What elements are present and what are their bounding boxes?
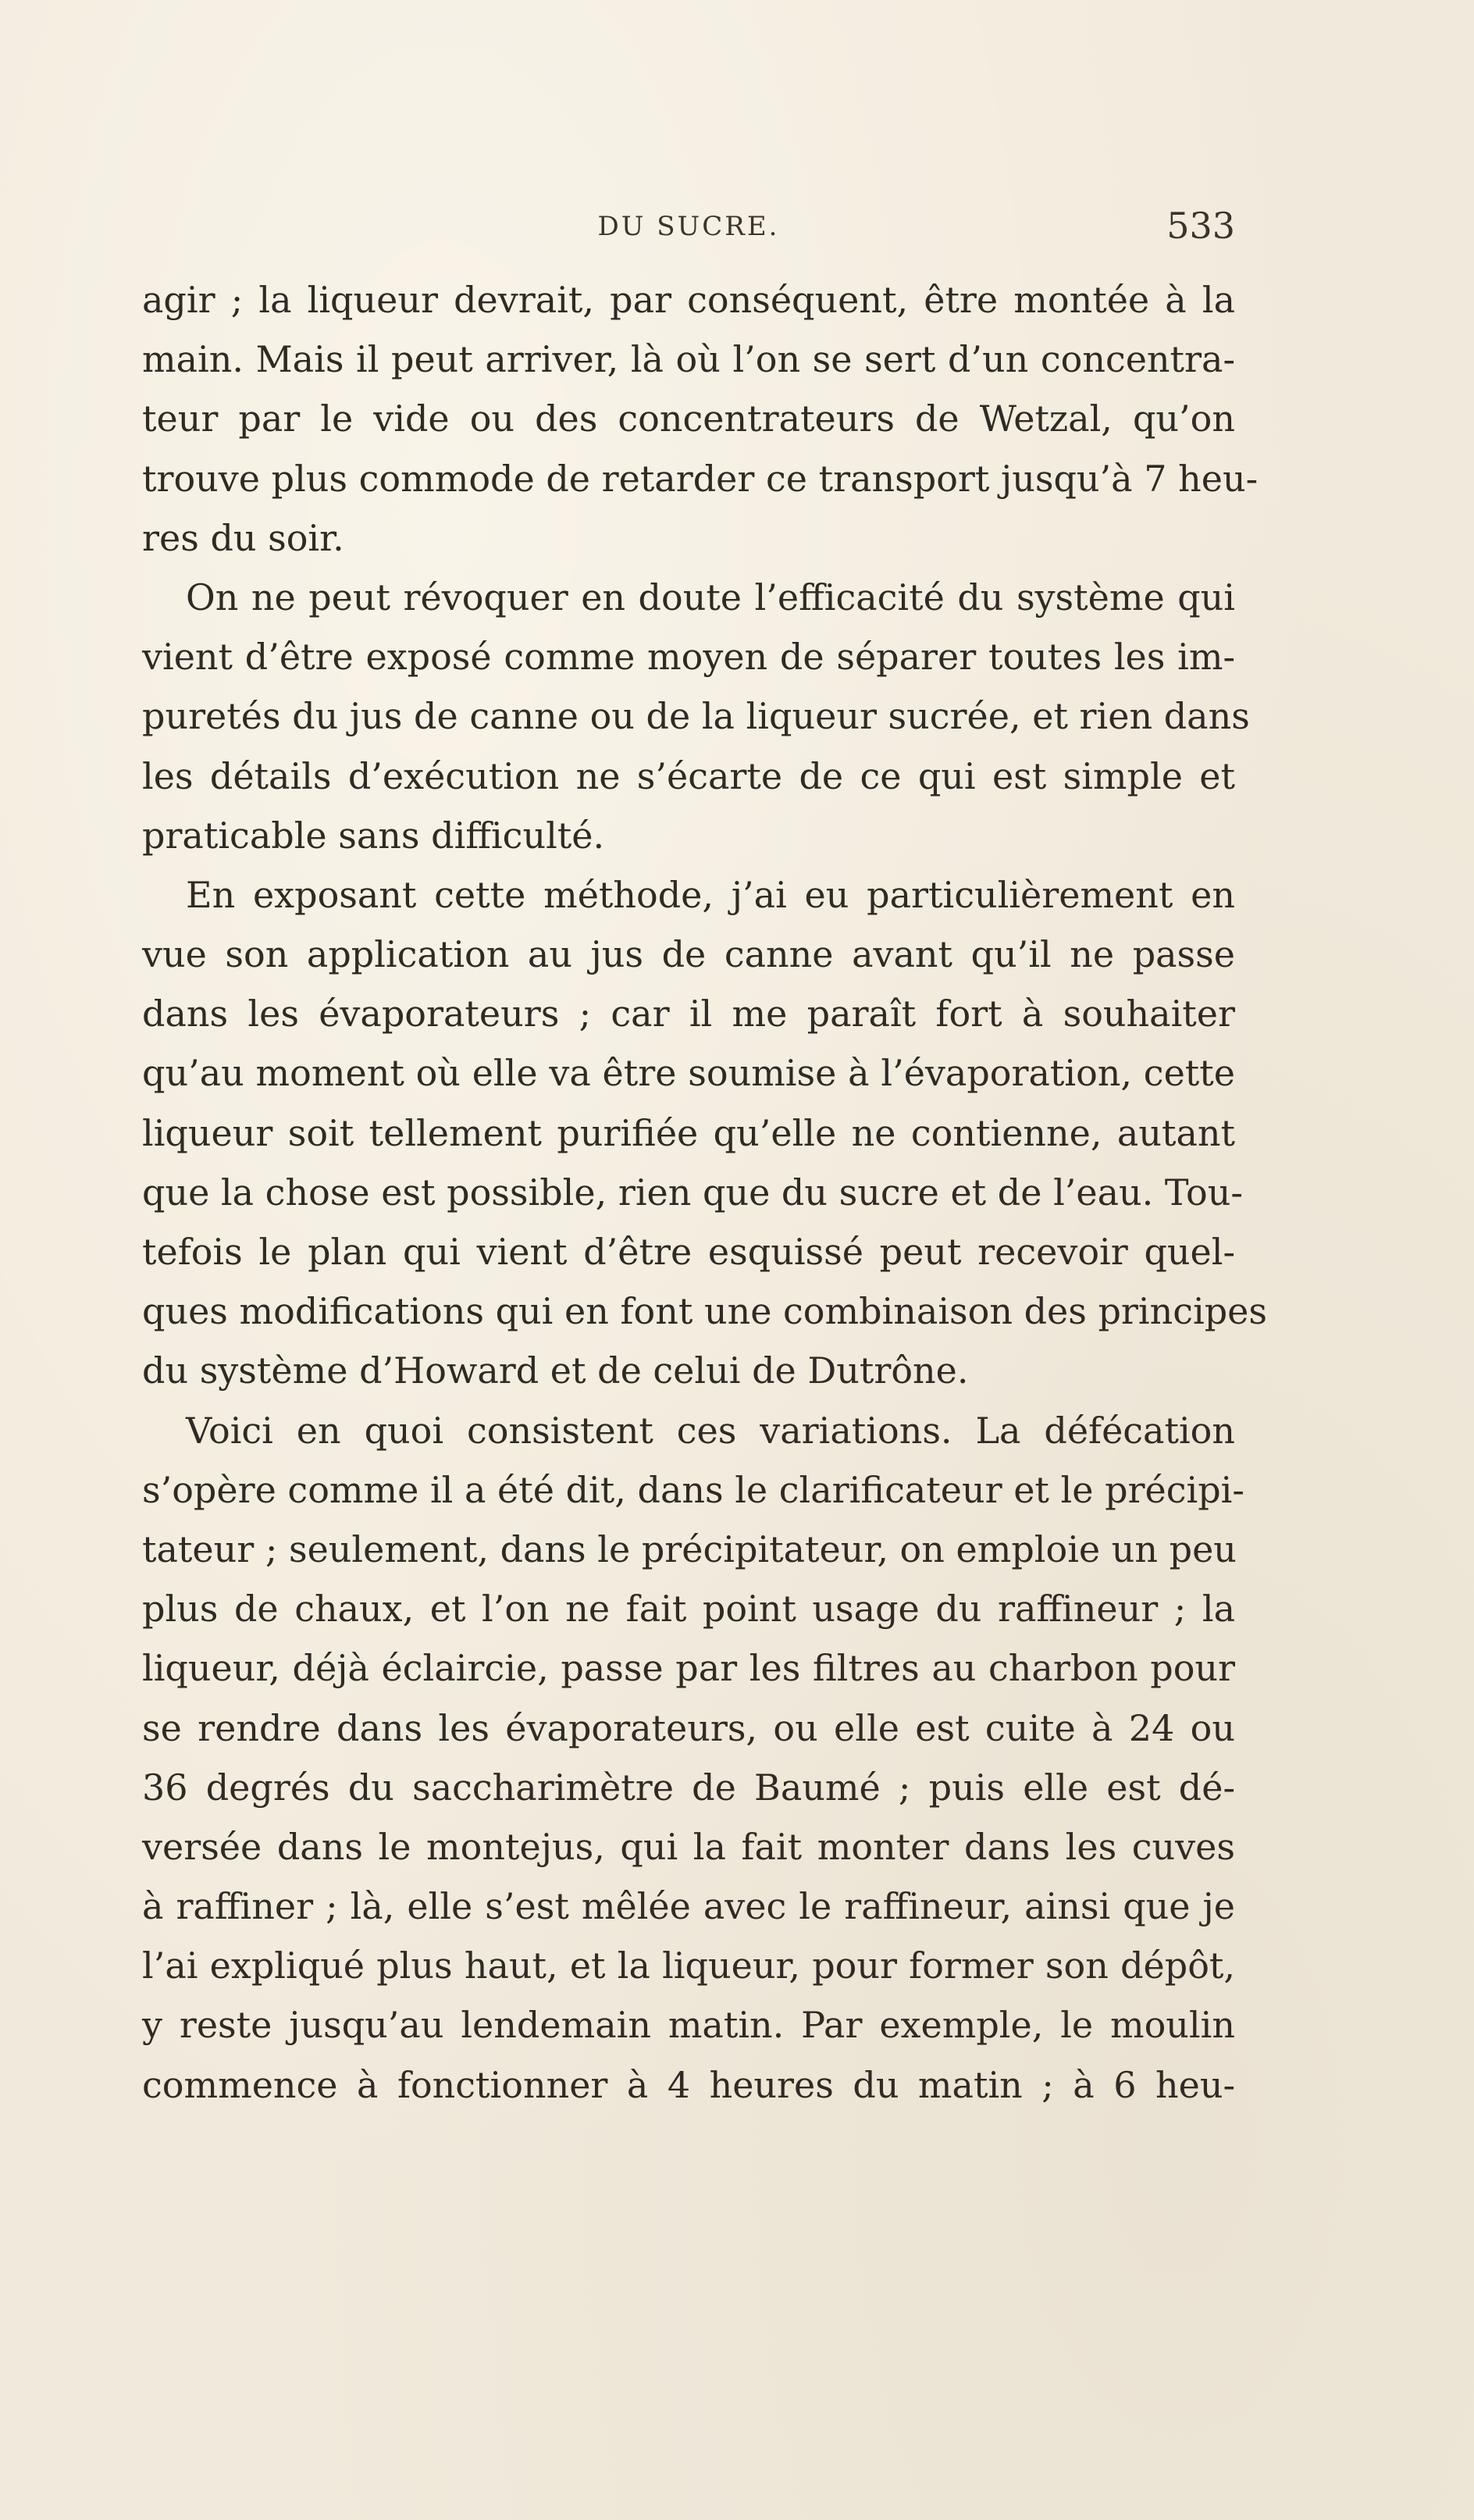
text-line: versée dans le montejus, qui la fait monter dans les cuves	[142, 1825, 1235, 1868]
text-line: agir ; la liqueur devrait, par conséquent, être montée à la	[142, 279, 1235, 321]
page-number: 533	[1166, 205, 1235, 247]
text-line: res du soir.	[142, 516, 344, 559]
text-line: main. Mais il peut arriver, là où l’on se sert d’un concentra-	[142, 338, 1235, 381]
text-line: s’opère comme il a été dit, dans le clarificateur et le précipi-	[142, 1468, 1244, 1511]
text-line: commence à fonctionner à 4 heures du matin ; à 6 heu-	[142, 2063, 1235, 2106]
text-line: vue son application au jus de canne avant qu’il ne passe	[142, 933, 1235, 976]
text-line: En exposant cette méthode, j’ai eu particulièrement en	[186, 873, 1235, 916]
text-line: praticable sans difficulté.	[142, 814, 605, 857]
text-line: l’ai expliqué plus haut, et la liqueur, pour former son dépôt,	[142, 1944, 1235, 1987]
text-line: puretés du jus de canne ou de la liqueur sucrée, et rien dans	[142, 695, 1250, 738]
text-line: ques modifications qui en font une combinaison des principes	[142, 1290, 1268, 1333]
text-line: à raffiner ; là, elle s’est mêlée avec le raffineur, ainsi que je	[142, 1885, 1235, 1928]
text-line: tateur ; seulement, dans le précipitateur, on emploie un peu	[142, 1527, 1237, 1570]
text-line: trouve plus commode de retarder ce transport jusqu’à 7 heu-	[142, 457, 1259, 500]
text-line: y reste jusqu’au lendemain matin. Par exemple, le moulin	[142, 2004, 1235, 2047]
text-line: du système d’Howard et de celui de Dutrône.	[142, 1349, 969, 1392]
text-line: les détails d’exécution ne s’écarte de ce qui est simple et	[142, 754, 1235, 797]
text-line: vient d’être exposé comme moyen de séparer toutes les im-	[142, 636, 1235, 679]
text-line: Voici en quoi consistent ces variations. La défécation	[186, 1409, 1235, 1452]
text-line: liqueur soit tellement purifiée qu’elle ne contienne, autant	[142, 1111, 1235, 1154]
body-text	[142, 270, 1268, 2115]
text-line: se rendre dans les évaporateurs, ou elle est cuite à 24 ou	[142, 1706, 1235, 1749]
text-line: dans les évaporateurs ; car il me paraît fort à souhaiter	[142, 993, 1235, 1035]
text-line: que la chose est possible, rien que du sucre et de l’eau. Tou-	[142, 1171, 1243, 1214]
running-head	[142, 205, 1235, 251]
text-line: 36 degrés du saccharimètre de Baumé ; puis elle est dé-	[142, 1766, 1235, 1809]
text-line: liqueur, déjà éclaircie, passe par les filtres au charbon pour	[142, 1647, 1235, 1690]
text-line: tefois le plan qui vient d’être esquissé peut recevoir quel-	[142, 1231, 1235, 1273]
text-line: On ne peut révoquer en doute l’efficacité du système qui	[186, 576, 1235, 618]
text-line: qu’au moment où elle va être soumise à l’évaporation, cette	[142, 1052, 1235, 1095]
text-line: teur par le vide ou des concentrateurs de Wetzal, qu’on	[142, 397, 1235, 440]
text-line: plus de chaux, et l’on ne fait point usage du raffineur ; la	[142, 1588, 1235, 1631]
running-title: DU SUCRE.	[597, 211, 780, 242]
